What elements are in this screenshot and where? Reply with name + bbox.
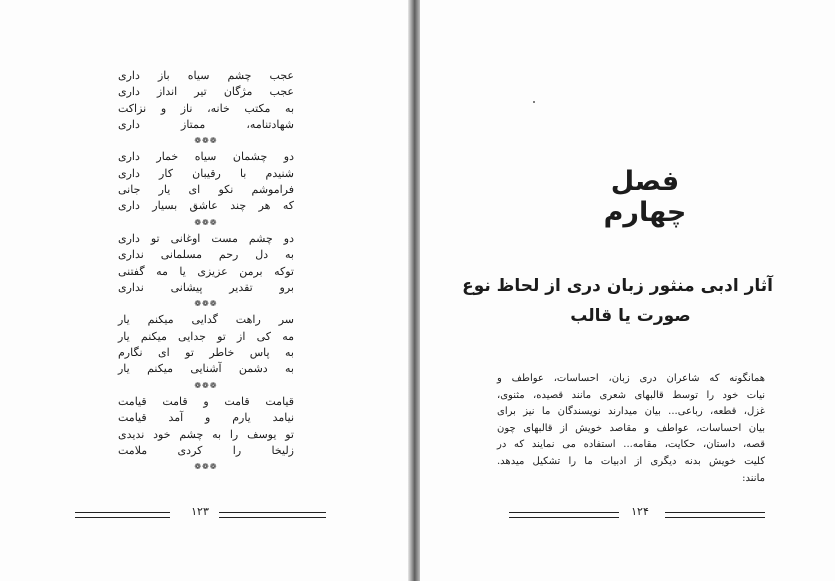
poem-line: عجب مژگان تیر انداز داری xyxy=(118,85,294,99)
poem-line: زلیخا را کردی ملامت xyxy=(118,443,294,457)
poem-line: به مکتب خانه، ناز و نزاکت xyxy=(118,101,294,115)
footer-rule-right-part xyxy=(509,512,619,518)
poem-line: مه کی از تو جدایی میکنم یار xyxy=(118,329,294,343)
poem-line: به دشمن آشنایی میکنم یار xyxy=(118,362,294,376)
body-line: همانگونه که شاعران دری زبان، احساسات، عواطف و xyxy=(497,373,765,384)
poem xyxy=(118,68,294,475)
body-line: کلیت خویش بدنه دیگری از ادبیات ما را تشکیل میدهد. xyxy=(497,455,765,467)
page-number: ۱۲۴ xyxy=(631,505,649,518)
footer-rule-right-part xyxy=(75,512,170,518)
poem-line: به دل رحم مسلمانی نداری xyxy=(118,248,294,262)
poem-line: توکه برمن عزیزی یا مه گفتنی xyxy=(118,264,294,278)
body-line: نیات خود را توسط قالبهای شعری مانند قصیده، مثنوی، xyxy=(497,389,765,401)
right-page xyxy=(420,0,835,581)
stanza-separator: ❁❁❁ xyxy=(194,462,218,472)
poem-line: دو چشمان سیاه خمار داری xyxy=(118,150,294,164)
poem-line: نیامد یارم و آمد قیامت xyxy=(118,411,294,425)
poem-line: تو یوسف را به چشم خود ندیدی xyxy=(118,427,294,441)
poem-line: به پاس خاطر تو ای نگارم xyxy=(118,346,294,360)
poem-line: قیامت قامت و قامت قیامت xyxy=(118,394,294,408)
stanza-separator: ❁❁❁ xyxy=(194,299,218,309)
page-number: ۱۲۳ xyxy=(191,505,209,518)
stanza-separator: ❁❁❁ xyxy=(194,136,218,146)
body-line: مانند: xyxy=(742,472,765,484)
poem-line: دو چشم مست اوغانی تو داری xyxy=(118,231,294,245)
body-line: قصه، داستان، حکایت، مقامه... استفاده می نمایند که در xyxy=(497,439,765,451)
poem-line: برو تقدیر پیشانی نداری xyxy=(118,280,294,294)
left-page xyxy=(0,0,408,581)
poem-line: شهادتنامه، ممتاز داری xyxy=(118,117,294,131)
section-title-line-1: آثار ادبی منثور زبان دری از لحاظ نوع xyxy=(462,276,773,296)
book-gutter xyxy=(408,0,420,581)
footer-rule-left-part xyxy=(665,512,765,518)
stanza-separator: ❁❁❁ xyxy=(194,217,218,227)
footer-rule-left-part xyxy=(219,512,326,518)
poem-line: عجب چشم سیاه باز داری xyxy=(118,69,294,82)
body-line: غزل، قطعه، رباعی... بیان میدارند نویسندگان ما نیز برای xyxy=(497,406,765,418)
section-title-line-2: صورت یا قالب xyxy=(570,306,691,326)
body-line: بیان احساسات، عواطف و مقاصد خویش از قالبهای چون xyxy=(497,422,765,434)
poem-line: فراموشم نکو ای یار جانی xyxy=(118,183,294,197)
stanza-separator: ❁❁❁ xyxy=(194,380,218,390)
chapter-title: فصل چهارم xyxy=(603,166,687,228)
poem-line: که هر چند عاشق بسیار داری xyxy=(118,199,294,213)
speck xyxy=(533,101,535,103)
poem-line: شنیدم با رقیبان کار داری xyxy=(118,166,294,180)
poem-line: سر راهت گدایی میکنم یار xyxy=(118,313,294,327)
body-paragraph xyxy=(497,371,765,487)
